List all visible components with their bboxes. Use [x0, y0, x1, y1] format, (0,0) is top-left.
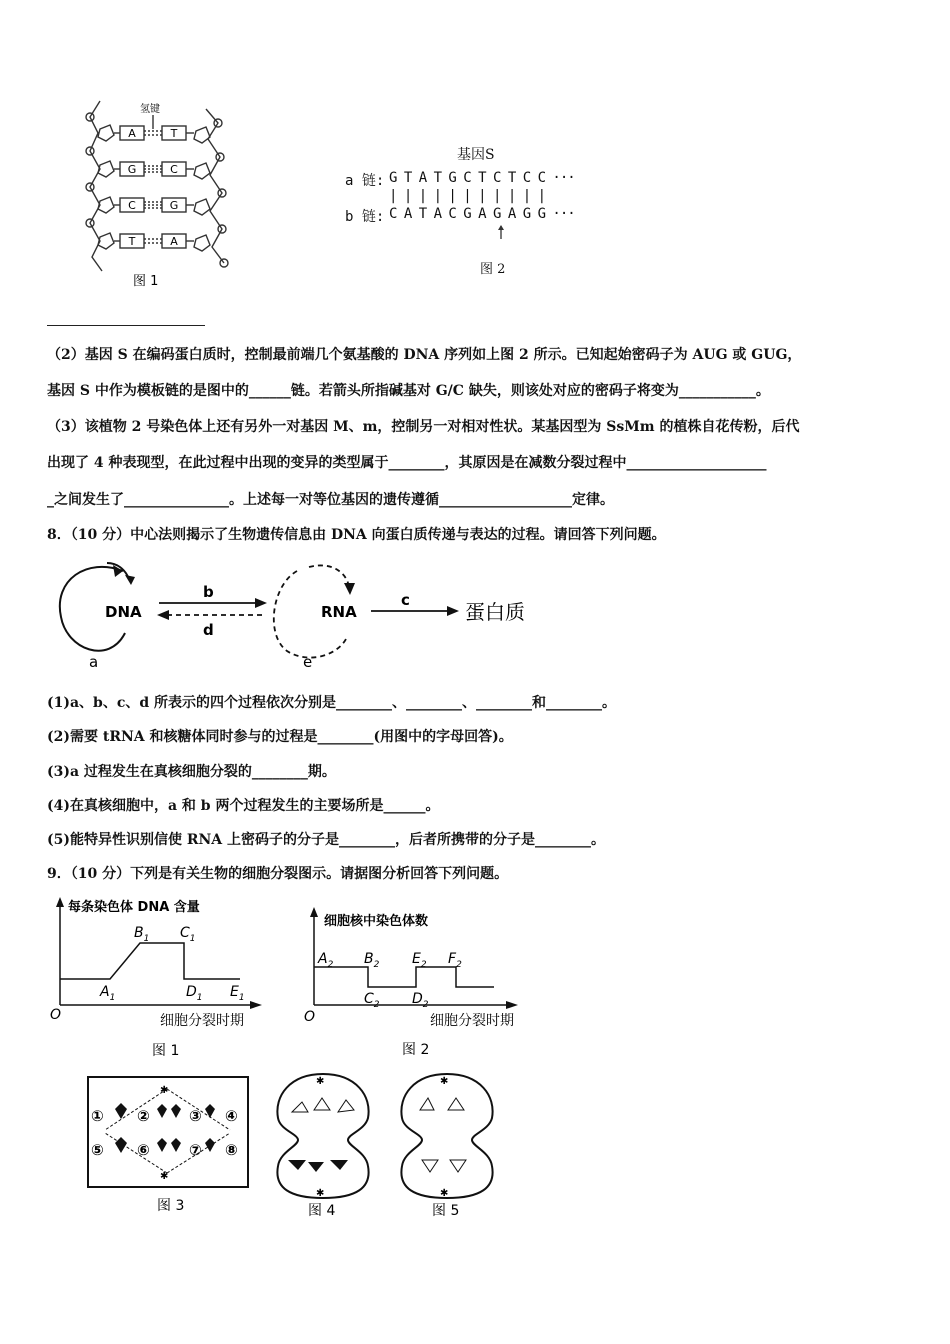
origin-label: O [50, 1007, 62, 1023]
q7-part3-line2: 出现了 4 种表现型，在此过程中出现的变异的类型属于________，其原因是在减数分裂过程中____________________ [47, 455, 767, 471]
figure-caption: 图 4 [308, 1203, 336, 1219]
point-label: $C_1$ [180, 925, 196, 944]
dna-node: DNA [105, 603, 142, 621]
q8-sub5: (5)能特异性识别信使 RNA 上密码子的分子是________，后者所携带的分子是________。 [47, 832, 606, 848]
process-d-label: d [203, 621, 214, 639]
dna-content-graph [44, 893, 284, 1063]
chromosome-count-line [314, 967, 494, 987]
q8-sub4: (4)在真核细胞中，a 和 b 两个过程发生的主要场所是______。 [47, 798, 440, 814]
point-label: $B_1$ [134, 925, 150, 944]
base-left: G [127, 163, 137, 176]
figure-caption: 图 5 [432, 1203, 460, 1219]
chromosome-count-graph [298, 903, 538, 1063]
strand-b-label: b 链: [345, 209, 385, 225]
svg-text:✱: ✱ [160, 1171, 169, 1182]
q7-part2-line2: 基因 S 中作为模板链的是图中的______链。若箭头所指碱基对 G/C 缺失，则该处对应的密码子将变为___________。 [47, 383, 770, 399]
figure-caption: 图 1 [152, 1043, 180, 1059]
svg-text:✱: ✱ [440, 1076, 449, 1087]
y-axis-label: 细胞核中染色体数 [324, 914, 429, 929]
x-axis-label: 细胞分裂时期 [160, 1013, 244, 1029]
strand-b-sequence: C A T A C G A G A G G ··· [389, 206, 575, 222]
svg-text:✱: ✱ [440, 1188, 449, 1199]
q8-sub1: (1)a、b、c、d 所表示的四个过程依次分别是________、________、________和________。 [47, 695, 617, 711]
strand-a-label: a 链: [345, 173, 385, 189]
process-b-label: b [203, 583, 214, 601]
point-label: $D_2$ [412, 991, 429, 1010]
q8-sub3: (3)a 过程发生在真核细胞分裂的________期。 [47, 764, 336, 780]
y-axis-label: 每条染色体 DNA 含量 [68, 900, 200, 915]
hydrogen-bond-label: 氢键 [140, 104, 160, 115]
base-left: A [128, 127, 136, 140]
point-label: $C_2$ [364, 991, 380, 1010]
q8-sub2: (2)需要 tRNA 和核糖体同时参与的过程是________(用图中的字母回答)。 [47, 729, 513, 745]
origin-label: O [304, 1009, 316, 1025]
point-label: $F_2$ [448, 951, 462, 970]
figure-caption: 图 3 [157, 1198, 185, 1214]
base-left: C [128, 199, 136, 212]
cell-figure-3 [85, 1075, 255, 1220]
chromosome-number: ③ [189, 1107, 202, 1125]
q7-part3-line1: （3）该植物 2 号染色体上还有另外一对基因 M、m，控制另一对相对性状。某基因型为 SsMm 的植株自花传粉，后代 [47, 419, 800, 435]
dna-structure-figure [78, 95, 238, 295]
svg-text:✱: ✱ [316, 1076, 325, 1087]
q9-heading: 9．（10 分）下列是有关生物的细胞分裂图示。请据图分析回答下列问题。 [47, 866, 509, 882]
base-right: C [170, 163, 178, 176]
dna-content-line [60, 943, 240, 979]
gene-s-figure [345, 140, 585, 280]
protein-node: 蛋白质 [465, 600, 525, 624]
section-divider [47, 325, 205, 326]
central-dogma-diagram [47, 555, 567, 675]
chromosome-number: ⑥ [137, 1141, 150, 1159]
cell-figure-5 [392, 1070, 502, 1220]
base-right: A [170, 235, 178, 248]
process-a-label: a [89, 653, 99, 671]
pairing-bars: | | | | | | | | | | | [389, 188, 546, 204]
point-label: $E_2$ [412, 951, 427, 970]
chromosome-number: ① [91, 1107, 104, 1125]
chromosome-number: ⑦ [189, 1141, 202, 1159]
x-axis-label: 细胞分裂时期 [430, 1013, 514, 1029]
figure-caption: 图 1 [133, 274, 159, 289]
chromosome-number: ④ [225, 1107, 238, 1125]
q7-part2-line1: （2）基因 S 在编码蛋白质时，控制最前端几个氨基酸的 DNA 序列如上图 2 所示。已知起始密码子为 AUG 或 GUG， [47, 347, 802, 363]
q7-part3-line3: _之间发生了_______________。上述每一对等位基因的遗传遵循___________________定律。 [47, 492, 614, 508]
base-right: T [170, 127, 178, 140]
base-left: T [128, 235, 136, 248]
point-label: $D_1$ [186, 984, 203, 1003]
chromosome-number: ⑧ [225, 1141, 238, 1159]
svg-text:✱: ✱ [316, 1188, 325, 1199]
process-c-label: c [401, 591, 410, 609]
cell-figure-4 [268, 1070, 378, 1220]
base-right: G [169, 199, 179, 212]
q8-heading: 8．（10 分）中心法则揭示了生物遗传信息由 DNA 向蛋白质传递与表达的过程。请回答下列问题。 [47, 527, 666, 543]
point-label: $B_2$ [364, 951, 380, 970]
point-label: $E_1$ [230, 984, 245, 1003]
rna-node: RNA [321, 603, 357, 621]
gene-title: 基因S [457, 147, 495, 163]
point-label: $A_2$ [318, 951, 334, 970]
figure-caption: 图 2 [402, 1042, 430, 1058]
chromosome-number: ② [137, 1107, 150, 1125]
figure-caption: 图 2 [480, 262, 506, 277]
point-label: $A_1$ [100, 984, 116, 1003]
mutation-arrow-icon [495, 224, 507, 240]
chromosome-number: ⑤ [91, 1141, 104, 1159]
strand-a-sequence: G T A T G C T C T C C ··· [389, 170, 575, 186]
svg-text:✱: ✱ [160, 1085, 169, 1096]
process-e-label: e [303, 653, 313, 671]
